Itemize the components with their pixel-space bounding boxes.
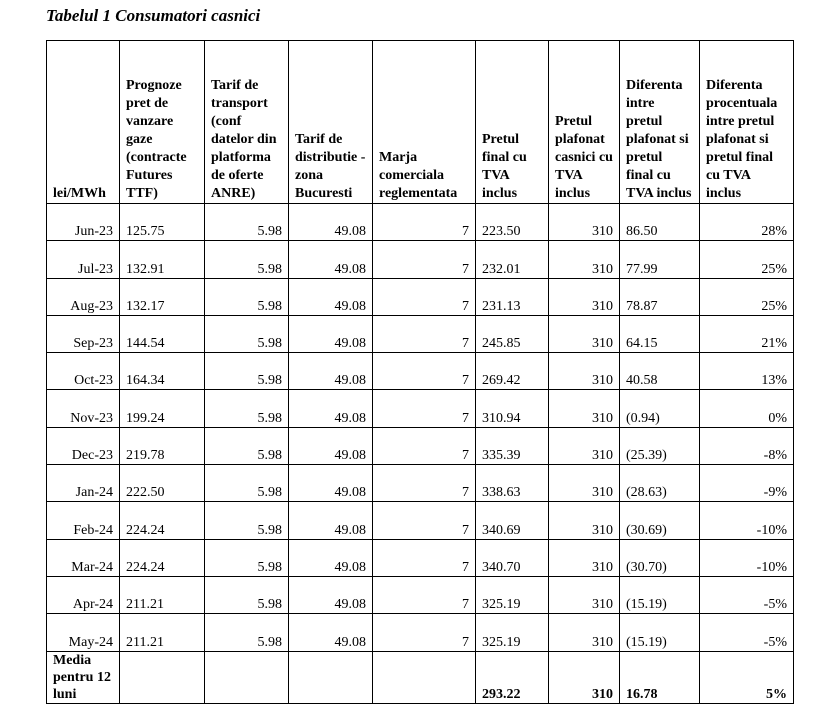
cell-transport-tariff: 5.98 xyxy=(205,278,289,315)
cell-final-price: 231.13 xyxy=(476,278,549,315)
cell-forecast-price: 125.75 xyxy=(120,204,205,241)
cell-percent-difference: -10% xyxy=(700,539,794,576)
cell-month: Sep-23 xyxy=(47,315,120,352)
cell-final-price: 325.19 xyxy=(476,576,549,613)
cell-capped-price: 310 xyxy=(549,427,620,464)
cell-commercial-margin: 7 xyxy=(373,315,476,352)
cell-commercial-margin: 7 xyxy=(373,465,476,502)
cell-distribution-tariff: 49.08 xyxy=(289,278,373,315)
cell-month: Aug-23 xyxy=(47,278,120,315)
table-row xyxy=(47,539,794,576)
cell-transport-tariff: 5.98 xyxy=(205,465,289,502)
average-row xyxy=(47,651,794,703)
cell-capped-price: 310 xyxy=(549,353,620,390)
cell-capped-price: 310 xyxy=(549,241,620,278)
header-forecast-price: Prognoze pret de vanzare gaze (contracte Futures TTF) xyxy=(120,41,205,204)
cell-month: Nov-23 xyxy=(47,390,120,427)
cell-commercial-margin: 7 xyxy=(373,539,476,576)
table-row xyxy=(47,241,794,278)
cell-transport-tariff: 5.98 xyxy=(205,241,289,278)
cell-commercial-margin: 7 xyxy=(373,502,476,539)
consumers-table xyxy=(46,40,794,704)
cell-capped-price: 310 xyxy=(549,315,620,352)
cell-percent-difference: -5% xyxy=(700,614,794,651)
cell-final-price: 325.19 xyxy=(476,614,549,651)
cell-forecast-price: 144.54 xyxy=(120,315,205,352)
table-row xyxy=(47,390,794,427)
cell-month: Jan-24 xyxy=(47,465,120,502)
cell-transport-tariff: 5.98 xyxy=(205,315,289,352)
cell-forecast-price: 132.91 xyxy=(120,241,205,278)
header-commercial-margin: Marja comerciala reglementata xyxy=(373,41,476,204)
cell-difference: (0.94) xyxy=(620,390,700,427)
cell-transport-tariff: 5.98 xyxy=(205,502,289,539)
header-difference: Diferenta intre pretul plafonat si pretul final cu TVA inclus xyxy=(620,41,700,204)
cell-capped-price: 310 xyxy=(549,278,620,315)
cell-difference: 78.87 xyxy=(620,278,700,315)
cell-capped-price: 310 xyxy=(549,614,620,651)
cell-distribution-tariff: 49.08 xyxy=(289,204,373,241)
header-percent-difference: Diferenta procentuala intre pretul plafonat si pretul final cu TVA inclus xyxy=(700,41,794,204)
cell-percent-difference: 25% xyxy=(700,241,794,278)
cell-transport-tariff: 5.98 xyxy=(205,614,289,651)
average-final-price: 293.22 xyxy=(476,651,549,703)
cell-capped-price: 310 xyxy=(549,390,620,427)
header-transport-tariff: Tarif de transport (conf datelor din platforma de oferte ANRE) xyxy=(205,41,289,204)
cell-month: Oct-23 xyxy=(47,353,120,390)
table-row xyxy=(47,465,794,502)
cell-final-price: 223.50 xyxy=(476,204,549,241)
cell-distribution-tariff: 49.08 xyxy=(289,539,373,576)
average-cell-empty xyxy=(289,651,373,703)
cell-difference: (15.19) xyxy=(620,576,700,613)
cell-commercial-margin: 7 xyxy=(373,353,476,390)
cell-month: Jun-23 xyxy=(47,204,120,241)
cell-percent-difference: 13% xyxy=(700,353,794,390)
table-row xyxy=(47,502,794,539)
cell-transport-tariff: 5.98 xyxy=(205,427,289,464)
table-row xyxy=(47,614,794,651)
cell-final-price: 340.69 xyxy=(476,502,549,539)
cell-capped-price: 310 xyxy=(549,576,620,613)
cell-month: Mar-24 xyxy=(47,539,120,576)
header-unit: lei/MWh xyxy=(47,41,120,204)
cell-final-price: 340.70 xyxy=(476,539,549,576)
cell-percent-difference: -10% xyxy=(700,502,794,539)
cell-month: Jul-23 xyxy=(47,241,120,278)
cell-month: Feb-24 xyxy=(47,502,120,539)
cell-distribution-tariff: 49.08 xyxy=(289,614,373,651)
average-cell-empty xyxy=(205,651,289,703)
cell-distribution-tariff: 49.08 xyxy=(289,465,373,502)
cell-final-price: 338.63 xyxy=(476,465,549,502)
cell-final-price: 232.01 xyxy=(476,241,549,278)
cell-final-price: 245.85 xyxy=(476,315,549,352)
header-distribution-tariff: Tarif de distributie - zona Bucuresti xyxy=(289,41,373,204)
cell-distribution-tariff: 49.08 xyxy=(289,353,373,390)
cell-difference: (25.39) xyxy=(620,427,700,464)
cell-transport-tariff: 5.98 xyxy=(205,353,289,390)
average-capped-price: 310 xyxy=(549,651,620,703)
average-difference: 16.78 xyxy=(620,651,700,703)
average-cell-empty xyxy=(373,651,476,703)
cell-forecast-price: 211.21 xyxy=(120,614,205,651)
cell-difference: 77.99 xyxy=(620,241,700,278)
cell-distribution-tariff: 49.08 xyxy=(289,315,373,352)
cell-difference: (28.63) xyxy=(620,465,700,502)
cell-percent-difference: 28% xyxy=(700,204,794,241)
cell-distribution-tariff: 49.08 xyxy=(289,241,373,278)
cell-capped-price: 310 xyxy=(549,502,620,539)
table-row xyxy=(47,204,794,241)
cell-forecast-price: 132.17 xyxy=(120,278,205,315)
cell-commercial-margin: 7 xyxy=(373,204,476,241)
cell-difference: 86.50 xyxy=(620,204,700,241)
cell-distribution-tariff: 49.08 xyxy=(289,427,373,464)
cell-forecast-price: 219.78 xyxy=(120,427,205,464)
cell-percent-difference: 0% xyxy=(700,390,794,427)
cell-transport-tariff: 5.98 xyxy=(205,204,289,241)
cell-commercial-margin: 7 xyxy=(373,614,476,651)
average-label: Media pentru 12 luni xyxy=(47,651,120,703)
header-final-price: Pretul final cu TVA inclus xyxy=(476,41,549,204)
cell-difference: 40.58 xyxy=(620,353,700,390)
header-capped-price: Pretul plafonat casnici cu TVA inclus xyxy=(549,41,620,204)
table-row xyxy=(47,427,794,464)
table-row xyxy=(47,315,794,352)
cell-distribution-tariff: 49.08 xyxy=(289,390,373,427)
cell-forecast-price: 199.24 xyxy=(120,390,205,427)
cell-capped-price: 310 xyxy=(549,465,620,502)
cell-transport-tariff: 5.98 xyxy=(205,539,289,576)
cell-commercial-margin: 7 xyxy=(373,576,476,613)
cell-commercial-margin: 7 xyxy=(373,241,476,278)
cell-difference: (30.69) xyxy=(620,502,700,539)
cell-difference: (30.70) xyxy=(620,539,700,576)
cell-transport-tariff: 5.98 xyxy=(205,390,289,427)
cell-percent-difference: 25% xyxy=(700,278,794,315)
cell-commercial-margin: 7 xyxy=(373,278,476,315)
cell-final-price: 310.94 xyxy=(476,390,549,427)
table-title: Tabelul 1 Consumatori casnici xyxy=(46,6,261,25)
cell-forecast-price: 224.24 xyxy=(120,539,205,576)
cell-month: May-24 xyxy=(47,614,120,651)
cell-commercial-margin: 7 xyxy=(373,390,476,427)
cell-forecast-price: 164.34 xyxy=(120,353,205,390)
cell-capped-price: 310 xyxy=(549,539,620,576)
cell-final-price: 335.39 xyxy=(476,427,549,464)
cell-percent-difference: -9% xyxy=(700,465,794,502)
table-row xyxy=(47,353,794,390)
cell-percent-difference: -8% xyxy=(700,427,794,464)
cell-percent-difference: -5% xyxy=(700,576,794,613)
cell-commercial-margin: 7 xyxy=(373,427,476,464)
cell-month: Dec-23 xyxy=(47,427,120,464)
cell-forecast-price: 222.50 xyxy=(120,465,205,502)
average-cell-empty xyxy=(120,651,205,703)
header-row xyxy=(47,41,794,204)
cell-distribution-tariff: 49.08 xyxy=(289,502,373,539)
table-row xyxy=(47,576,794,613)
average-percent: 5% xyxy=(700,651,794,703)
cell-difference: 64.15 xyxy=(620,315,700,352)
cell-final-price: 269.42 xyxy=(476,353,549,390)
cell-month: Apr-24 xyxy=(47,576,120,613)
cell-difference: (15.19) xyxy=(620,614,700,651)
cell-distribution-tariff: 49.08 xyxy=(289,576,373,613)
cell-forecast-price: 224.24 xyxy=(120,502,205,539)
cell-capped-price: 310 xyxy=(549,204,620,241)
table-row xyxy=(47,278,794,315)
cell-forecast-price: 211.21 xyxy=(120,576,205,613)
cell-transport-tariff: 5.98 xyxy=(205,576,289,613)
cell-percent-difference: 21% xyxy=(700,315,794,352)
